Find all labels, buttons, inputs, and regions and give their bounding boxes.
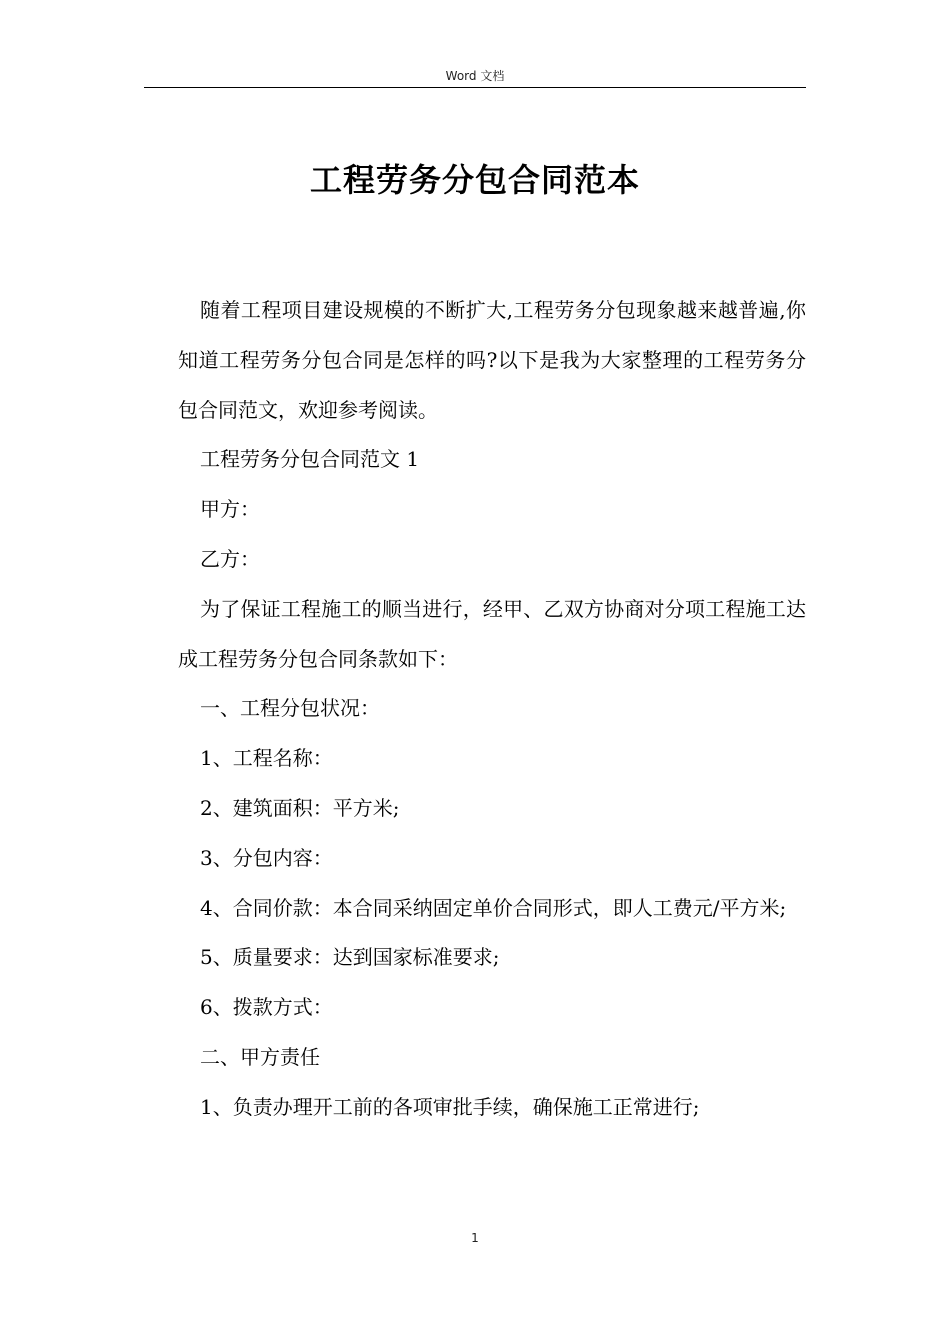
paragraph-section-1-heading: 一、工程分包状况：: [200, 696, 380, 721]
paragraph-party-b: 乙方：: [200, 546, 260, 571]
header-divider: [144, 87, 806, 88]
paragraph-sample-heading: 工程劳务分包合同范文 1: [200, 447, 420, 472]
paragraph-item-payment: 6、拨款方式：: [200, 995, 333, 1020]
paragraph-item-building-area: 2、建筑面积：平方米;: [200, 795, 400, 820]
page-header: Word 文档: [445, 69, 505, 83]
paragraph-item-contract-price: 4、合同价款：本合同采纳固定单价合同形式，即人工费元/平方米;: [200, 895, 787, 920]
paragraph-section-2-heading: 二、甲方责任: [200, 1044, 320, 1069]
paragraph-intro: 随着工程项目建设规模的不断扩大,工程劳务分包现象越来越普遍,你知道工程劳务分包合同是怎样的吗?以下是我为大家整理的工程劳务分包合同范文，欢迎参考阅读。: [178, 298, 806, 422]
page-number: 1: [471, 1231, 479, 1245]
paragraph-party-a: 甲方：: [200, 497, 260, 522]
document-body: [178, 286, 806, 1133]
paragraph-item-quality: 5、质量要求：达到国家标准要求;: [200, 945, 500, 970]
paragraph-purpose: 为了保证工程施工的顺当进行，经甲、乙双方协商对分项工程施工达成工程劳务分包合同条款如下：: [178, 596, 806, 671]
paragraph-party-a-duty-1: 1、负责办理开工前的各项审批手续，确保施工正常进行;: [200, 1094, 700, 1119]
paragraph-item-project-name: 1、工程名称：: [200, 746, 333, 771]
paragraph-item-subcontract-content: 3、分包内容：: [200, 845, 333, 870]
document-title: 工程劳务分包合同范本: [309, 161, 640, 199]
